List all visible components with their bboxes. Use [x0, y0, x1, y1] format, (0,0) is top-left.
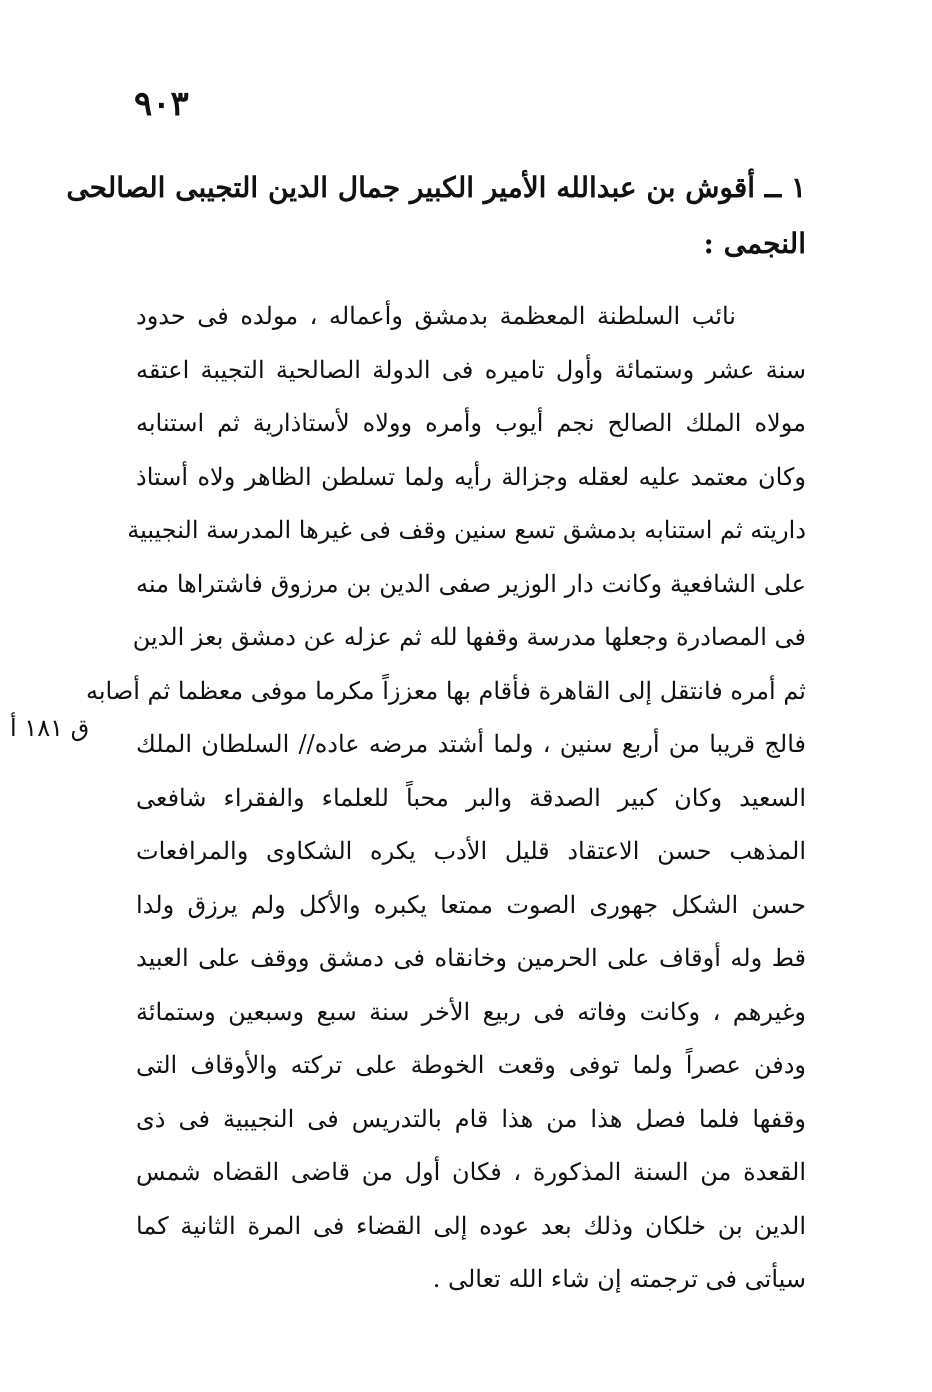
body-line: فى المصادرة وجعلها مدرسة وقفها لله ثم عزله عن دمشق بعز الدين	[132, 623, 806, 651]
heading-line: النجمى :	[703, 227, 806, 260]
body-line: قط وله أوقاف على الحرمين وخانقاه فى دمشق ووقف على العبيد	[136, 944, 806, 972]
body-line: فالج قريبا من أربع سنين ، ولما أشتد مرضه عاده// السلطان الملك	[136, 730, 806, 758]
body-line: حسن الشكل جهورى الصوت ممتعا يكبره والأكل ولم يرزق ولدا	[136, 890, 807, 919]
body-line: وغيرهم ، وكانت وفاته فى ربيع الأخر سنة سبع وسبعين وستمائة	[136, 997, 806, 1026]
body-line: نائب السلطنة المعظمة بدمشق وأعماله ، مولده فى حدود	[136, 302, 736, 330]
body-line: سيأتى فى ترجمته إن شاء الله تعالى .	[432, 1265, 806, 1293]
body-line: ودفن عصراً ولما توفى وقعت الخوطة على تركته والأوقاف التى	[136, 1051, 806, 1079]
entry-body	[86, 290, 807, 1307]
body-line: الدين بن خلكان وذلك بعد عوده إلى القضاء فى المرة الثانية كما	[136, 1211, 806, 1240]
body-line: المذهب حسن الاعتقاد قليل الأدب يكره الشكاوى والمرافعات	[136, 837, 806, 865]
body-line: ثم أمره فانتقل إلى القاهرة فأقام بها معززاً مكرما موفى معظما ثم أصابه	[86, 676, 806, 705]
body-line: السعيد وكان كبير الصدقة والبر محباً للعلماء والفقراء شافعى	[136, 783, 806, 812]
entry-heading	[66, 160, 806, 272]
body-line: مولاه الملك الصالح نجم أيوب وأمره وولاه لأستاذارية ثم استنابه	[136, 409, 806, 437]
body-line: سنة عشر وستمائة وأول تاميره فى الدولة الصالحية التجيبة اعتقه	[136, 355, 806, 384]
folio-margin-note: ق ١٨١ أ	[10, 714, 90, 742]
body-line: داريته ثم استنابه بدمشق تسع سنين وقف فى غيرها المدرسة النجيبية	[127, 516, 806, 544]
body-line: على الشافعية وكانت دار الوزير صفى الدين بن مرزوق فاشتراها منه	[136, 569, 806, 598]
body-line: وقفها فلما فصل هذا من هذا قام بالتدريس فى النجيبية فى ذى	[136, 1104, 806, 1133]
heading-line: ١ ــ أقوش بن عبدالله الأمير الكبير جمال الدين التجيبى الصالحى	[66, 171, 806, 204]
body-line: القعدة من السنة المذكورة ، فكان أول من قاضى القضاه شمس	[136, 1158, 806, 1186]
page-number: ٩٠٣	[134, 84, 189, 124]
body-line: وكان معتمد عليه لعقله وجزالة رأيه ولما تسلطن الظاهر ولاه أستاذ	[136, 462, 806, 491]
